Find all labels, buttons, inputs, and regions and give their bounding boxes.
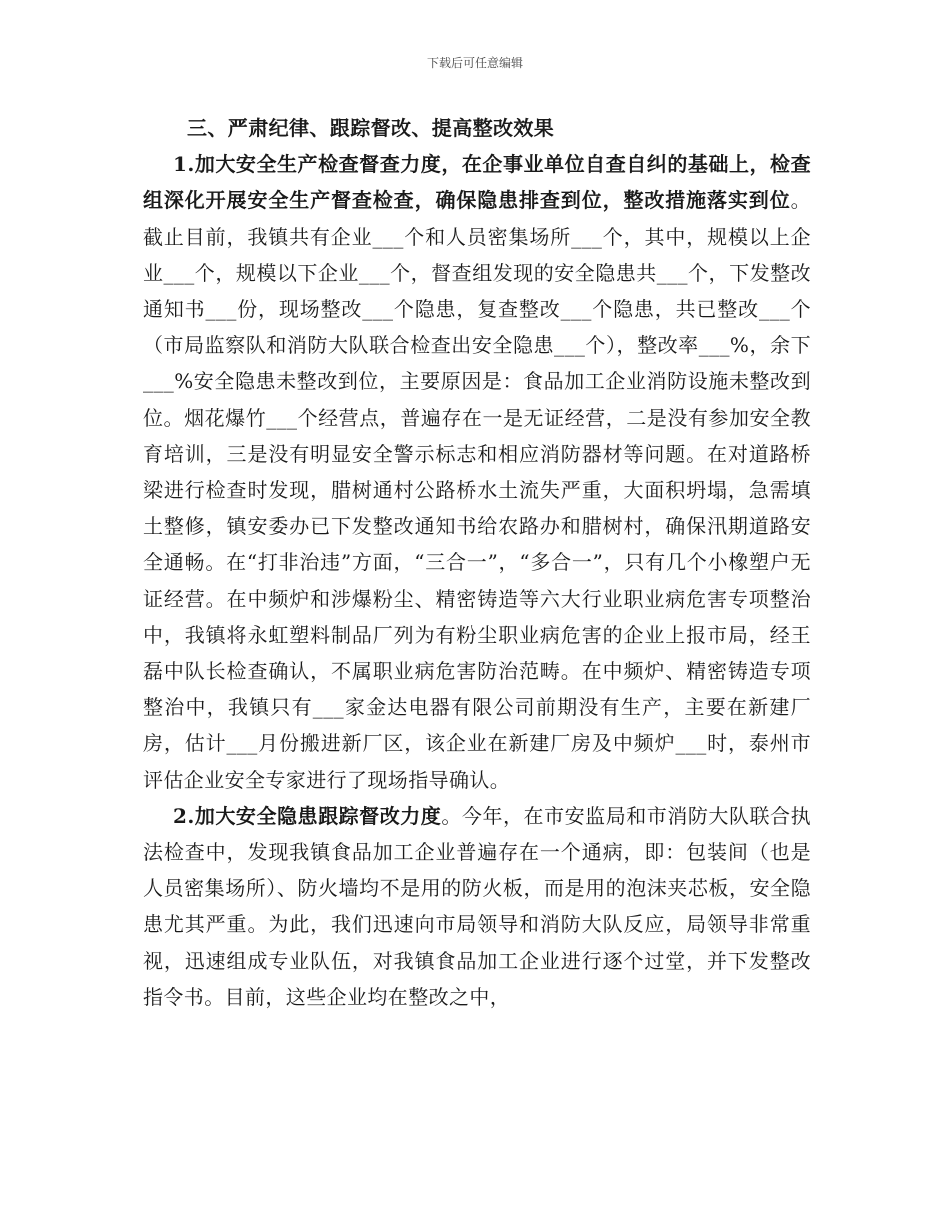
paragraph-2 — [143, 798, 811, 1015]
document-body — [143, 110, 811, 1015]
paragraph-1-text: 。截止目前，我镇共有企业___个和人员密集场所___个，其中，规模以上企业___个，规模以下企业___个，督查组发现的安全隐患共___个，下发整改通知书___份，现场整改___个隐患，复查整改___个隐患，共已整改___个（市局监察队和消防大队联合检查出安全隐患___个），整改率___%，余下___%安全隐患未整改到位，主要原因是：食品加工企业消防设施未整改到位。烟花爆竹___个经营点，普遍存在一是无证经营，二是没有参加安全教育培训，三是没有明显安全警示标志和相应消防器材等问题。在对道路桥梁进行检查时发现，腊树通村公路桥水土流失严重，大面积坍塌，急需填土整修，镇安委办已下发整改通知书给农路办和腊树村，确保汛期道路安全通畅。在“打非治违”方面，“三合一”，“多合一”，只有几个小橡塑户无证经营。在中频炉和涉爆粉尘、精密铸造等六大行业职业病危害专项整治中，我镇将永虹塑料制品厂列为有粉尘职业病危害的企业上报市局，经王磊中队长检查确认，不属职业病危害防治范畴。在中频炉、精密铸造专项整治中，我镇只有___家金达电器有限公司前期没有生产，主要在新建厂房，估计___月份搬进新厂区，该企业在新建厂房及中频炉___时，泰州市评估企业安全专家进行了现场指导确认。 — [143, 188, 811, 792]
page-header: 下载后可任意编辑 — [426, 56, 523, 70]
section-heading: 三、严肃纪律、跟踪督改、提高整改效果 — [187, 116, 555, 140]
paragraph-2-text: 。今年，在市安监局和市消防大队联合执法检查中，发现我镇食品加工企业普遍存在一个通病，即：包装间（也是人员密集场所）、防火墙均不是用的防火板，而是用的泡沫夹芯板，安全隐患尤其严重。为此，我们迅速向市局领导和消防大队反应，局领导非常重视，迅速组成专业队伍，对我镇食品加工企业进行逐个过堂，并下发整改指令书。目前，这些企业均在整改之中， — [143, 803, 812, 1009]
paragraph-2-lead: 2.加大安全隐患跟踪督改力度 — [173, 803, 442, 828]
paragraph-1 — [143, 146, 811, 798]
paragraph-1-lead: 1.加大安全生产检查督查力度，在企事业单位自查自纠的基础上，检查组深化开展安全生产督查检查，确保隐患排查到位，整改措施落实到位 — [143, 152, 811, 213]
